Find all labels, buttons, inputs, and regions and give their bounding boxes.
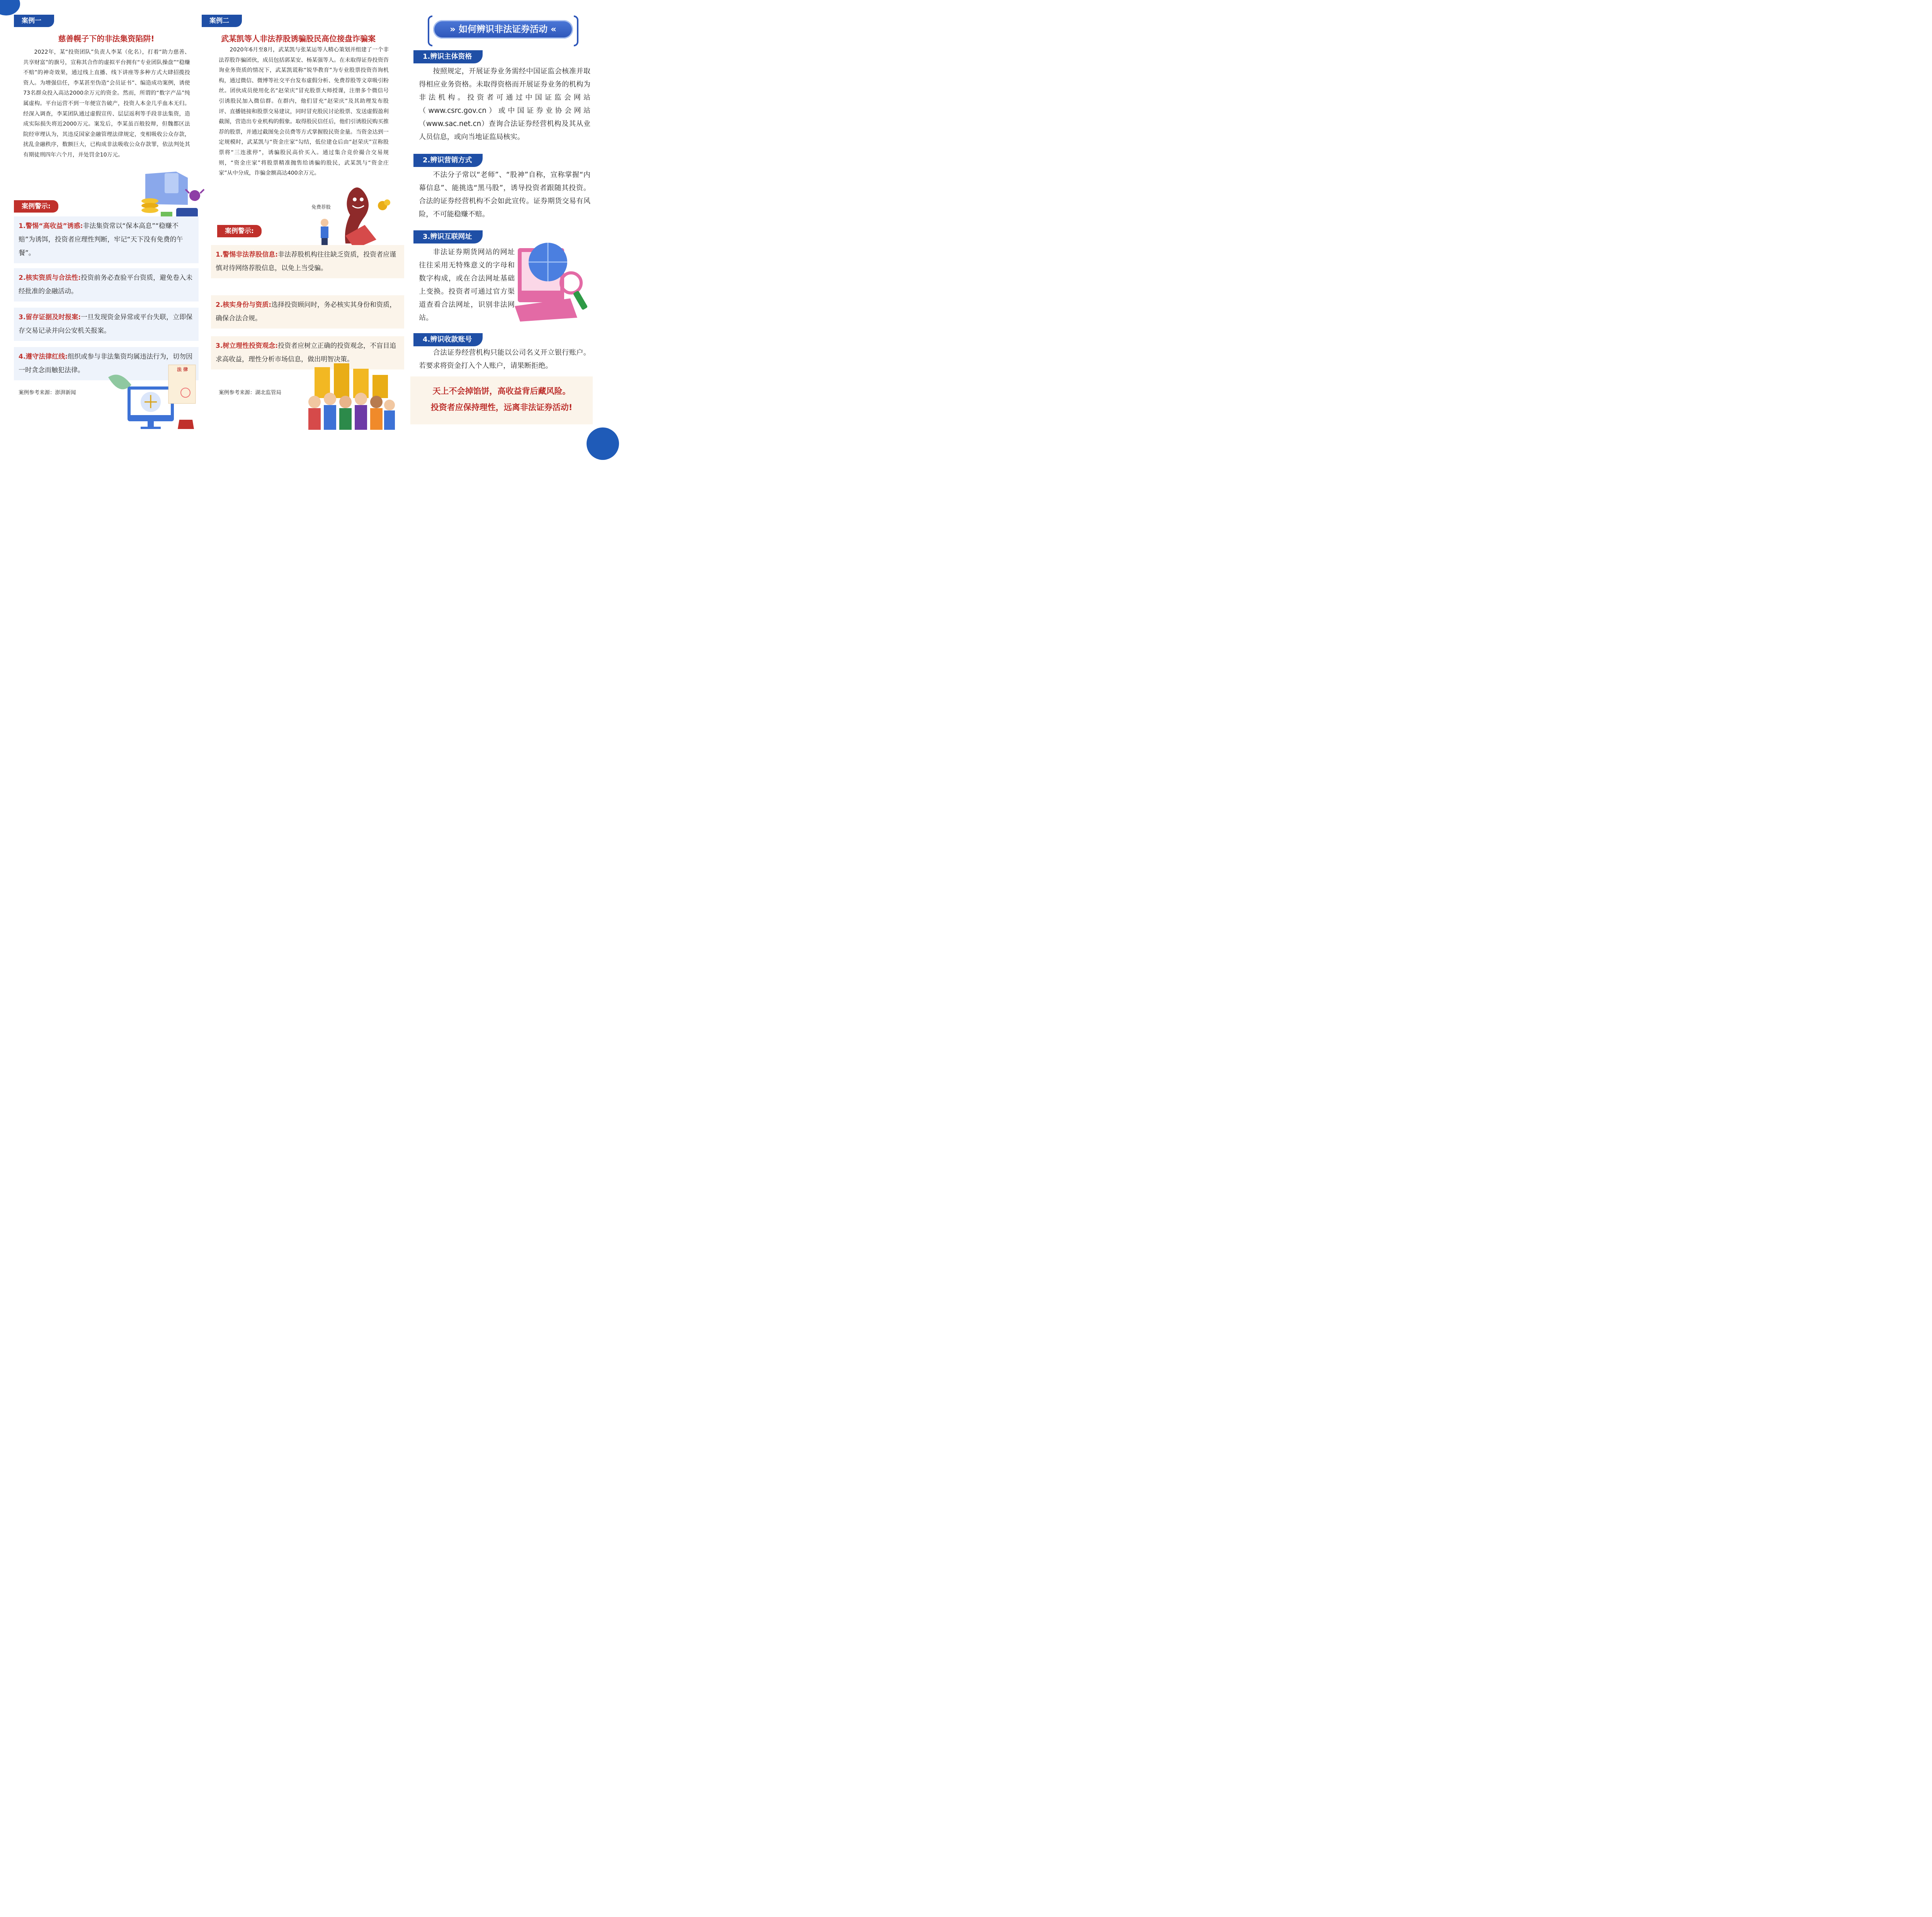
slogan-line-2: 投资者应保持理性，远离非法证券活动! xyxy=(430,403,573,412)
warning-item: 2.核实资质与合法性:投资前务必查验平台资质，避免卷入未经批准的金融活动。 xyxy=(14,268,199,301)
guide-banner-title: » 如何辨识非法证券活动 « xyxy=(450,24,556,34)
stock-scam-illustration xyxy=(307,182,396,250)
seal-stamp-icon xyxy=(178,420,194,429)
section-text: 按照规定，开展证券业务需经中国证监会核准并取得相应业务资格。未取得资格而开展证券业务的机构为非法机构。投资者可通过中国证监会网站（www.csrc.gov.cn）或中国证券业协会网站（www.sac.net.cn）查询合法证券经营机构及其从业人员信息，或向当地证监局核实。 xyxy=(419,67,590,141)
guide-banner xyxy=(428,15,578,43)
coin-stack-icon xyxy=(141,198,158,204)
case-one-title: 慈善幌子下的非法集资陷阱! xyxy=(58,34,155,43)
section-text: 不法分子常以“老师”、“股神”自称，宣称掌握“内幕信息”、能挑选“黑马股”，诱导投资者跟随其投资。合法的证券经营机构不会如此宣传。证券期货交易有风险，不可能稳赚不赔。 xyxy=(419,171,590,218)
section-text: 合法证券经营机构只能以公司名义开立银行账户。若要求将资金打入个人账户，请果断拒绝。 xyxy=(419,349,590,370)
warning-item: 1.警惕非法荐股信息:非法荐股机构往往缺乏资质，投资者应谨慎对待网络荐股信息，以免上当受骗。 xyxy=(211,245,404,278)
warning-item: 1.警惕“高收益”诱惑:非法集资常以“保本高息”“稳赚不赔”为诱饵，投资者应理性判断，牢记“天下没有免费的午餐”。 xyxy=(14,216,199,263)
section-tag: 1.辨识主体资格 xyxy=(413,50,483,63)
section-tag: 4.辨识收款账号 xyxy=(413,333,483,346)
warning-item: 3.留存证据及时报案:一旦发现资金异常或平台失联，立即保存交易记录并向公安机关报案。 xyxy=(14,308,199,341)
closing-slogan-box xyxy=(410,376,593,424)
case-one-body: 2022年，某“投资团队”负责人李某（化名），打着“助力慈善、共享财富”的旗号，宣称其合作的虚拟平台拥有“专业团队操盘”“稳赚不赔”的神奇效果，通过线上直播、线下讲座等多种方式大肆招揽投资人。为增强信任，李某甚至伪造“会员证书”、编造成功案例，诱使73名群众投入高达2000余万元的资金。然而，所谓的“数字产品”纯属虚构。平台运营不到一年便宣告破产，投资人本金几乎血本无归。经深入调查，李某团队通过虚假宣传、层层返利等手段非法集资，造成实际损失将近2000万元。案发后，李某虽百般狡辩，但魏都区法院经审理认为，其违反国家金融管理法律规定，变相吸收公众存款，扰乱金融秩序，数额巨大，已构成非法吸收公众存款罪，依法判处其有期徒刑四年六个月，并处罚金10万元。 xyxy=(23,49,190,158)
double-chevron-left-icon: « xyxy=(551,24,556,34)
case-two-source: 案例参考来源：湖北监管局 xyxy=(219,390,281,396)
globe-computer-illustration xyxy=(512,240,593,322)
law-illustration xyxy=(97,362,197,431)
case-one-tag: 案例一 xyxy=(14,15,54,27)
section-tag: 3.辨识互联网址 xyxy=(413,230,483,243)
double-chevron-right-icon: » xyxy=(450,24,456,34)
case-one-source: 案例参考来源：澎湃新闻 xyxy=(19,390,76,396)
case-one-warning-tag: 案例警示: xyxy=(14,200,58,213)
case-two-column xyxy=(202,0,395,447)
investor-figure-icon xyxy=(321,219,328,226)
coin-stacks-icon xyxy=(315,363,388,398)
case-two-body: 2020年6月至8月，武某凯与张某运等人精心策划并组建了一个非法荐股诈骗团伙，成员包括郭某安、杨某强等人。在未取得证券投资咨询业务资质的情况下，武某凯谎称“锐华教育”为专业股票投资咨询机构，通过微信、微博等社交平台发布虚假分析、免费荐股等文章吸引粉丝。团伙成员使用化名“赵荣庆”冒充股票大师授课，注册多个微信号引诱股民加入微信群。在群内，他们冒充“赵荣庆”及其助理发布股评、直播链接和股票交易建议，同时冒充股民讨论股票、发送虚假盈利截图，营造出专业机构的假象。取得股民信任后，他们引诱股民购买推荐的股票，并通过截图免会员费等方式掌握股民资金量。当资金达到一定规模时，武某凯与“资金庄家”勾结，低位建仓后由“赵荣庆”宣称股票将“三连涨停”，诱骗股民高价买入。通过集合竞价撮合交易规则，“资金庄家”将股票精准抛售给诱骗的股民，武某凯与“资金庄家”从中分成，诈骗金额高达400余万元。 xyxy=(219,47,389,177)
warning-item: 2.核实身份与资质:选择投资顾问时，务必核实其身份和资质，确保合法合规。 xyxy=(211,295,404,329)
devil-icon xyxy=(189,190,200,201)
case-two-title: 武某凯等人非法荐股诱骗股民高位接盘诈骗案 xyxy=(221,34,376,43)
people-crowd-icon xyxy=(308,393,395,430)
law-document-label: 法 律 xyxy=(177,367,188,372)
guide-column xyxy=(410,0,593,447)
section-tag: 2.辨识营销方式 xyxy=(413,154,483,167)
case-one-column xyxy=(14,0,199,447)
investors-crowd-illustration xyxy=(303,363,396,431)
case-two-tag: 案例二 xyxy=(202,15,242,27)
slogan-line-1: 天上不会掉馅饼，高收益背后藏风险。 xyxy=(432,386,571,396)
section-text: 非法证券期货网站的网址往往采用无特殊意义的字母和数字构成，或在合法网址基础上变换。投资者可通过官方渠道查看合法网址，识别非法网站。 xyxy=(419,248,515,322)
phone-icon xyxy=(165,173,179,193)
case-two-warning-tag: 案例警示: xyxy=(217,225,262,237)
warning-item: 3.树立理性投资观念:投资者应树立正确的投资观念，不盲目追求高收益，理性分析市场信息，做出明智决策。 xyxy=(211,336,404,369)
leaf-icon xyxy=(108,375,131,389)
warning-item: 4.遵守法律红线:组织或参与非法集资均属违法行为，切勿因一时贪念而触犯法律。 xyxy=(14,347,199,380)
fraud-illustration xyxy=(130,170,207,222)
free-stock-label: 免费荐股 xyxy=(311,204,331,210)
